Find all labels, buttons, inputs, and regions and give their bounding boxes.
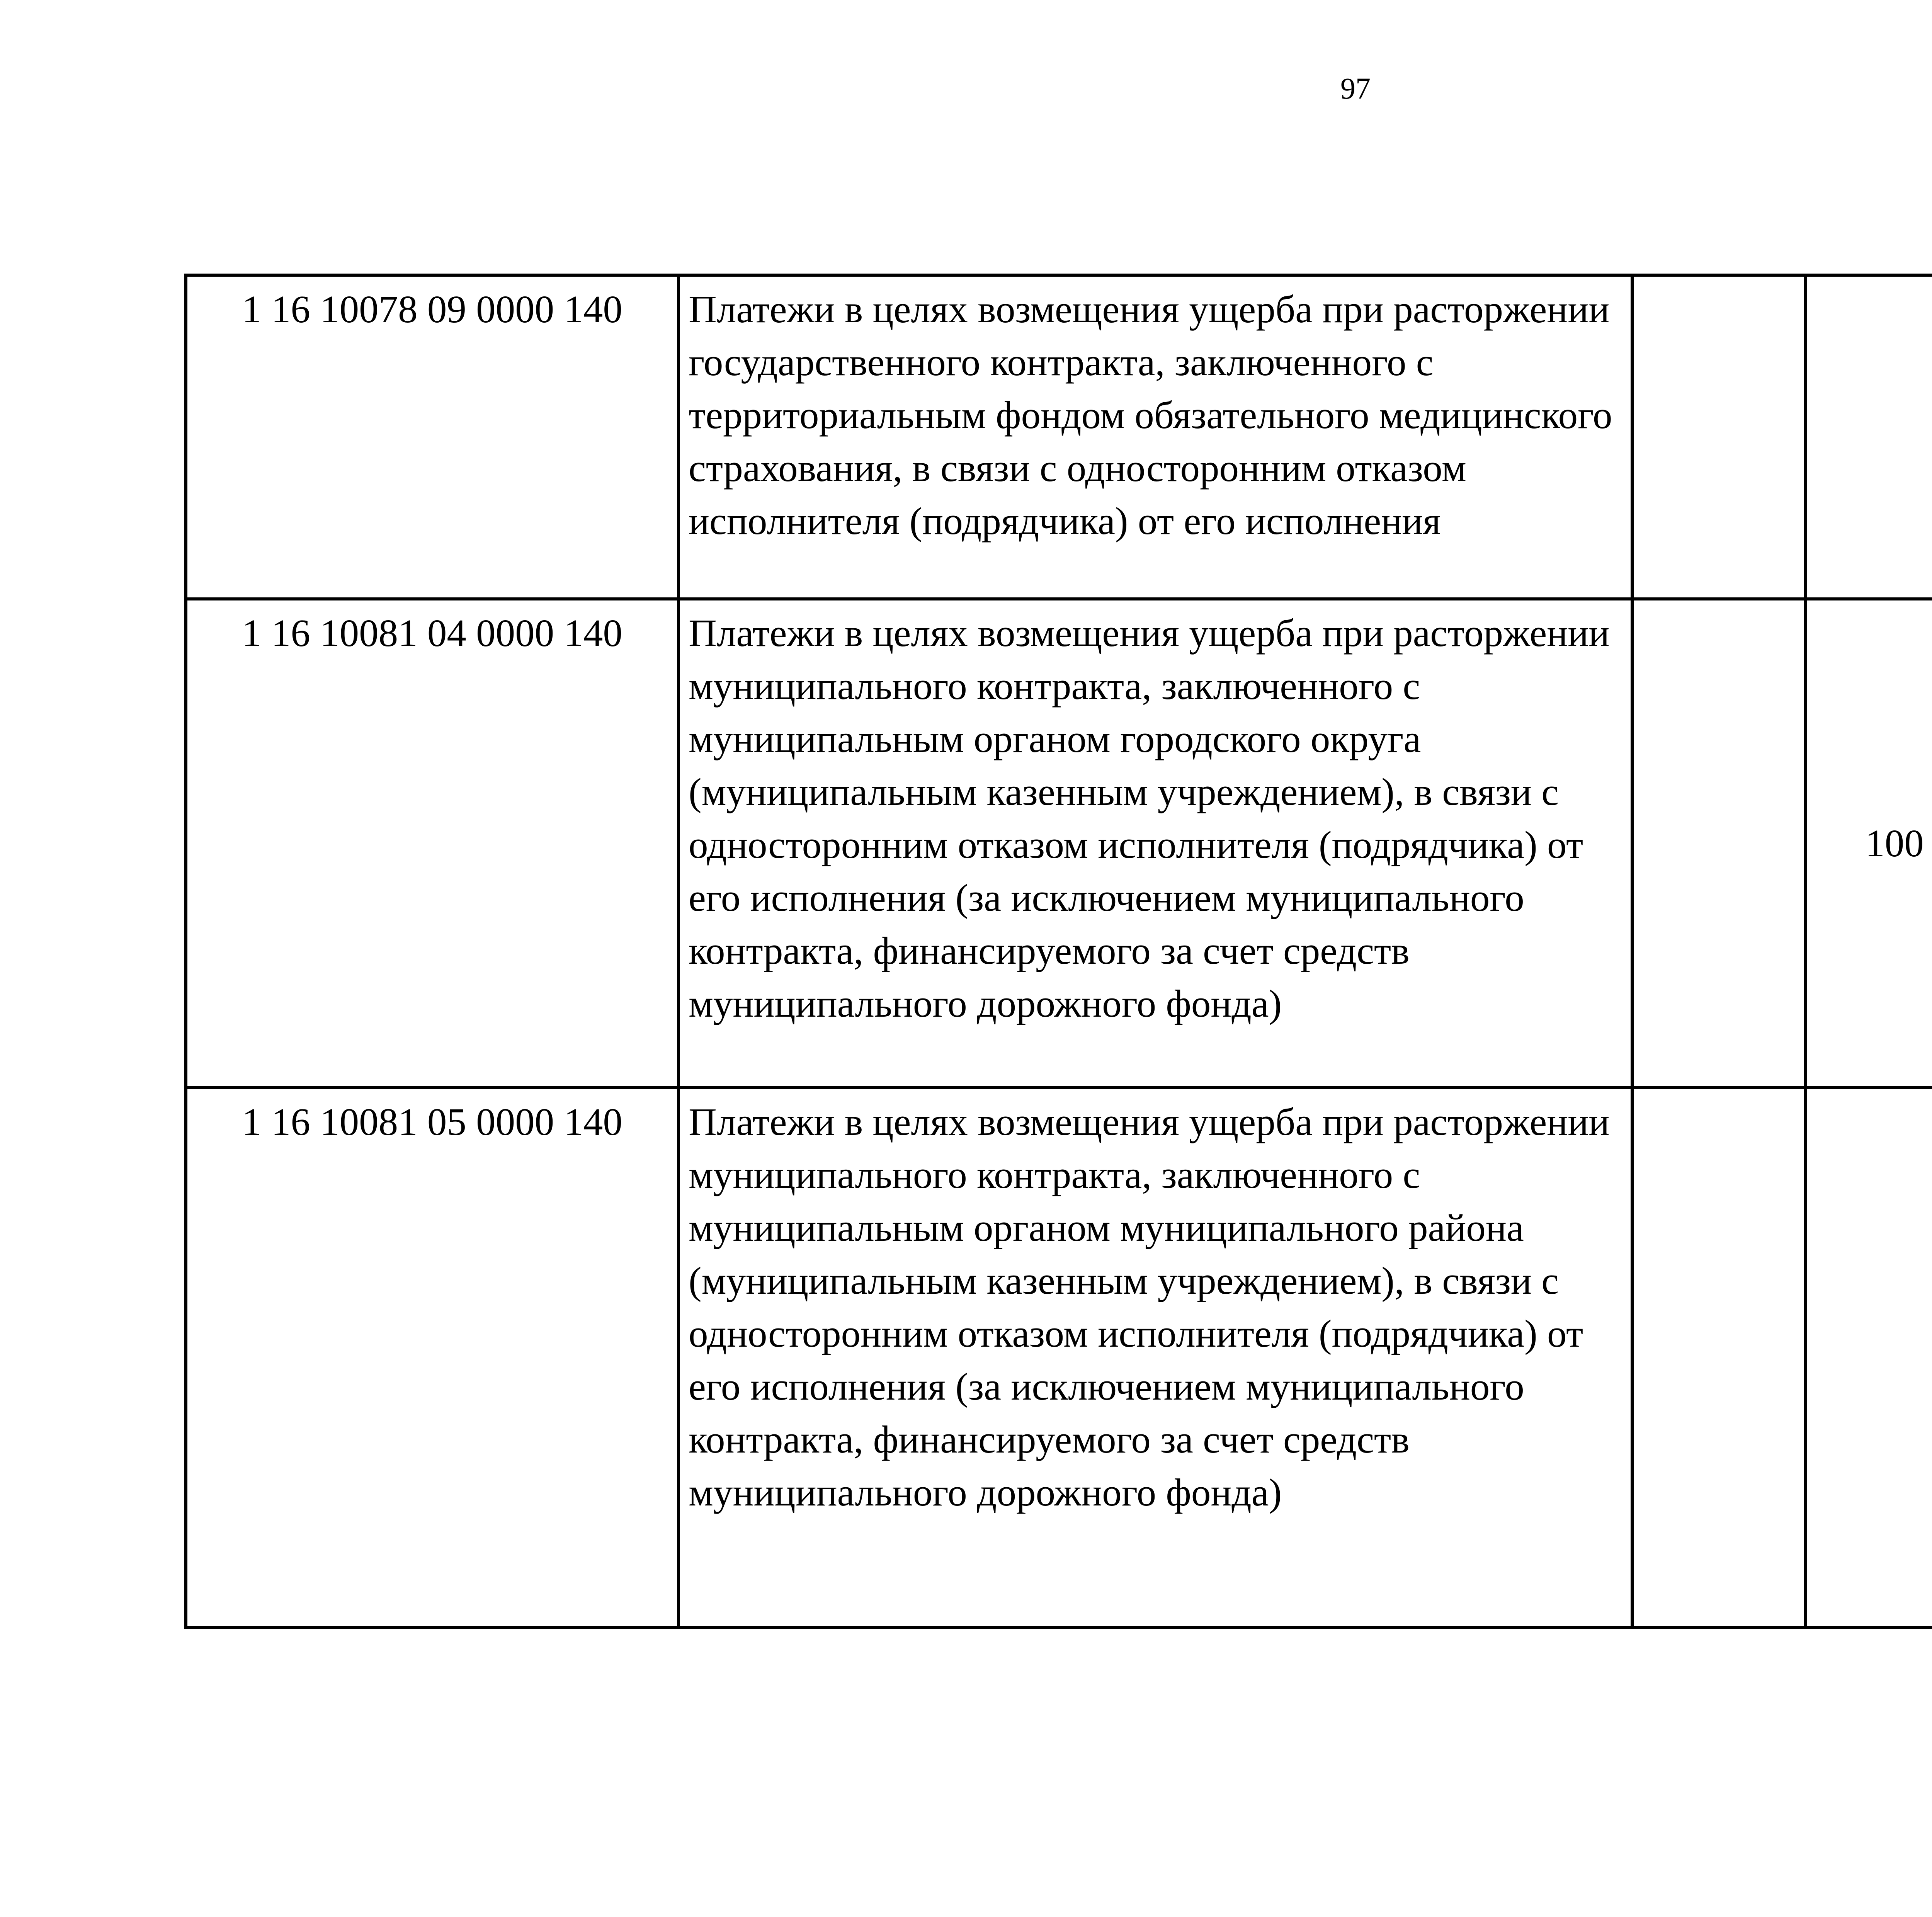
share-cell [1632,1088,1805,1628]
page-number: 97 [1340,71,1371,105]
revenue-description: Платежи в целях возмещения ущерба при расторжении государственного контракта, заключенного с территориальным фондом обязательного медицинского страхования, в связи с односторонним отказом исполнителя (подрядчика) от его исполнения [679,275,1632,599]
table-row [186,1088,1932,1628]
share-cell [1632,275,1805,599]
share-cell [1632,599,1805,1088]
budget-classification-code: 1 16 10078 09 0000 140 [186,275,679,599]
share-cell [1805,1088,1932,1628]
revenue-description: Платежи в целях возмещения ущерба при расторжении муниципального контракта, заключенного с муниципальным органом муниципального района (муниципальным казенным учреждением), в связи с односторонним отказом исполнителя (подрядчика) от его исполнения (за исключением муниципального контракта, финансируемого за счет средств муниципального дорожного фонда) [679,1088,1632,1628]
table-row [186,599,1932,1088]
share-cell [1805,275,1932,599]
budget-classification-code: 1 16 10081 04 0000 140 [186,599,679,1088]
table-row [186,275,1932,599]
revenue-distribution-table [184,274,1932,1629]
revenue-description: Платежи в целях возмещения ущерба при расторжении муниципального контракта, заключенного с муниципальным органом городского округа (муниципальным казенным учреждением), в связи с односторонним отказом исполнителя (подрядчика) от его исполнения (за исключением муниципального контракта, финансируемого за счет средств муниципального дорожного фонда) [679,599,1632,1088]
share-cell: 100 [1805,599,1932,1088]
budget-classification-code: 1 16 10081 05 0000 140 [186,1088,679,1628]
